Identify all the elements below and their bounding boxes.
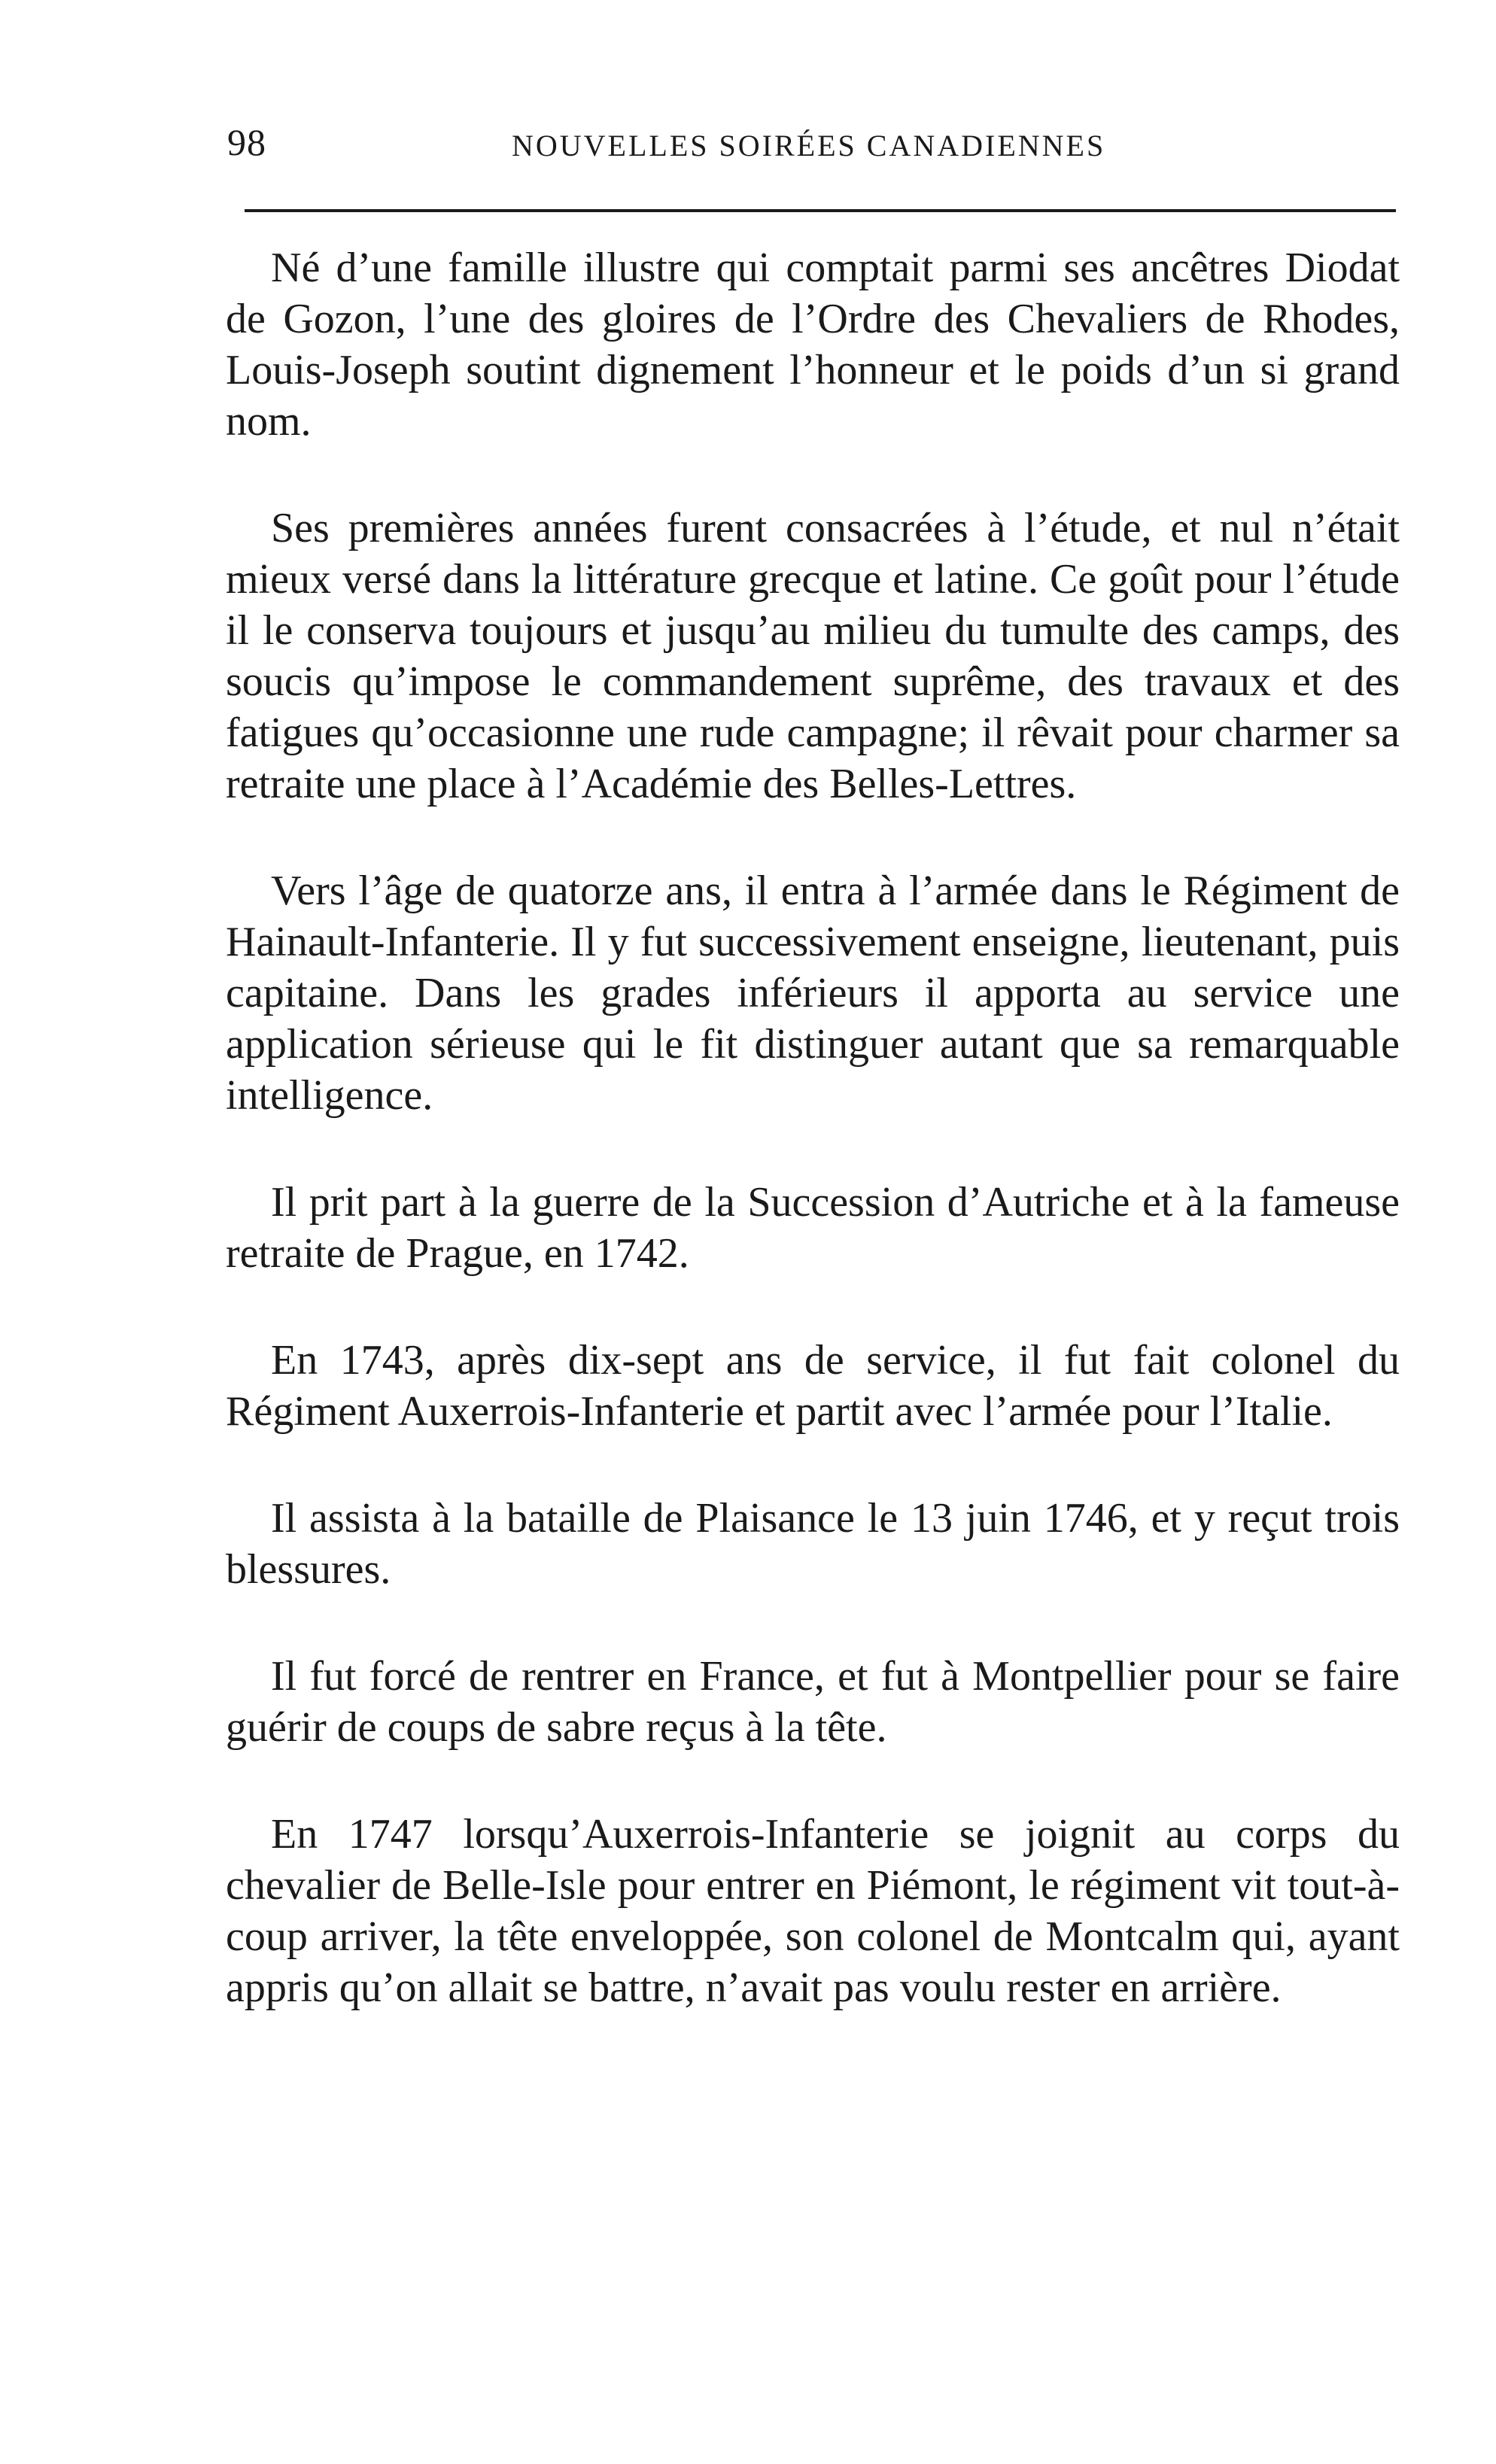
paragraph-piemont-1747: En 1747 lorsqu’Auxerrois-Infanterie se joignit au corps du chevalier de Belle-Isle pour entrer en Piémont, le régiment vit tout-à-coup arriver, la tête enveloppée, son colonel de Montcalm qui, ayant appris qu’on allait se battre, n’avait pas voulu rester en arrière. (226, 1811, 1400, 2011)
paragraph-ancestry: Né d’une famille illustre qui comptait parmi ses ancêtres Diodat de Gozon, l’une des gloires de l’Ordre des Chevaliers de Rhodes, Louis-Joseph soutint dignement l’honneur et le poids d’un si grand nom. (226, 245, 1400, 445)
paragraph-montpellier: Il fut forcé de rentrer en France, et fut à Montpellier pour se faire guérir de coups de sabre reçus à la tête. (226, 1653, 1400, 1751)
running-header (226, 113, 1400, 173)
paragraph-plaisance: Il assista à la bataille de Plaisance le 13 juin 1746, et y reçut trois blessures. (226, 1495, 1400, 1593)
paragraph-studies: Ses premières années furent consacrées à l’étude, et nul n’était mieux versé dans la littérature grecque et latine. Ce goût pour l’étude il le conserva toujours et jusqu’au milieu du tumulte des camps, des soucis qu’impose le commandement suprême, des travaux et des fatigues qu’occasionne une rude campagne; il rêvait pour charmer sa retraite une place à l’Académie des Belles-Lettres. (226, 505, 1400, 807)
page-number: 98 (227, 121, 266, 163)
paragraph-army-entry: Vers l’âge de quatorze ans, il entra à l’armée dans le Régiment de Hainault-Infanterie. Il y fut successivement enseigne, lieutenant, puis capitaine. Dans les grades inférieurs il apporta au service une application sérieuse qui le fit distinguer autant que sa remarquable intelligence. (226, 867, 1400, 1119)
running-title: NOUVELLES SOIRÉES CANADIENNES (512, 129, 1106, 163)
body-text (226, 242, 1400, 2069)
paragraph-austrian-succession: Il prit part à la guerre de la Succession d’Autriche et à la fameuse retraite de Prague, en 1742. (226, 1179, 1400, 1277)
header-rule (245, 209, 1396, 212)
paragraph-colonel-1743: En 1743, après dix-sept ans de service, il fut fait colonel du Régiment Auxerrois-Infanterie et partit avec l’armée pour l’Italie. (226, 1337, 1400, 1435)
